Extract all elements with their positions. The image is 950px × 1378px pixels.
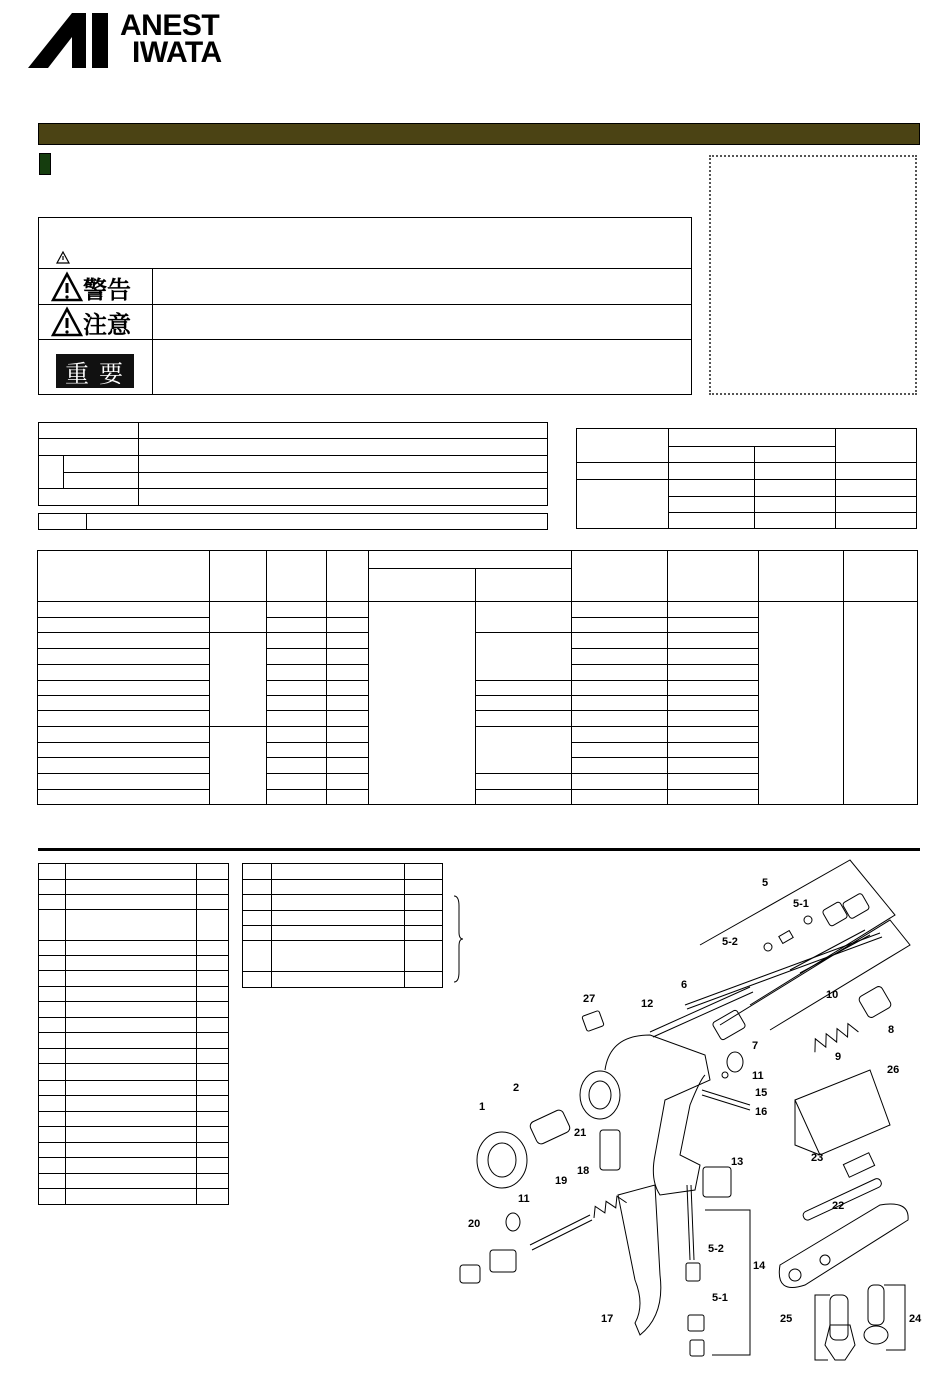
part-label: 8 — [888, 1024, 895, 1036]
caution-symbol — [51, 306, 131, 338]
part-label: 5-2 — [708, 1243, 724, 1255]
safety-legend — [38, 217, 692, 395]
caution-label: 注意 — [83, 310, 131, 339]
part-label: 25 — [780, 1313, 793, 1325]
part-label: 21 — [574, 1127, 587, 1139]
warning-triangle-icon — [51, 272, 83, 302]
section-divider — [38, 848, 920, 851]
part-label: 26 — [887, 1064, 900, 1076]
part-label: 5-2 — [722, 936, 738, 948]
brand-name-line2: IWATA — [132, 36, 222, 69]
parts-table-1 — [38, 863, 229, 1205]
notice-box — [709, 155, 917, 395]
part-label: 2 — [513, 1082, 520, 1094]
part-label: 12 — [641, 998, 654, 1010]
part-label: 11 — [752, 1070, 764, 1082]
part-label: 6 — [681, 979, 688, 991]
brand-name — [120, 9, 222, 69]
part-label: 5-1 — [793, 898, 809, 910]
warning-symbol — [51, 271, 131, 303]
spec-note-table — [38, 513, 548, 530]
section-marker — [39, 153, 51, 175]
part-label: 1 — [479, 1101, 486, 1113]
small-warning-icon — [56, 251, 70, 264]
part-label: 17 — [601, 1313, 614, 1325]
part-label: 27 — [583, 993, 596, 1005]
part-label: 7 — [752, 1040, 759, 1052]
part-label: 24 — [909, 1313, 922, 1325]
part-label: 16 — [755, 1106, 768, 1118]
spec-table — [38, 422, 548, 506]
brand-name-line1: ANEST — [120, 9, 220, 42]
part-label: 10 — [826, 989, 839, 1001]
warning-label: 警告 — [83, 275, 131, 304]
important-badge: 重要 — [56, 354, 134, 388]
part-label: 14 — [753, 1260, 766, 1272]
part-label: 22 — [832, 1200, 845, 1212]
part-label: 19 — [555, 1175, 568, 1187]
model-table — [37, 550, 918, 805]
pressure-table — [576, 428, 917, 529]
exploded-parts-diagram — [450, 855, 920, 1375]
caution-triangle-icon — [51, 307, 83, 337]
part-label: 20 — [468, 1218, 481, 1230]
part-label: 23 — [811, 1152, 824, 1164]
title-bar — [38, 123, 920, 145]
part-label: 5-1 — [712, 1292, 728, 1304]
part-label: 13 — [731, 1156, 744, 1168]
part-label: 11 — [518, 1193, 530, 1205]
brand-logo-mark — [28, 13, 114, 69]
part-label: 18 — [577, 1165, 590, 1177]
part-label: 15 — [755, 1087, 768, 1099]
part-label: 5 — [762, 877, 769, 889]
parts-table-2 — [242, 863, 443, 988]
part-label: 9 — [835, 1051, 842, 1063]
